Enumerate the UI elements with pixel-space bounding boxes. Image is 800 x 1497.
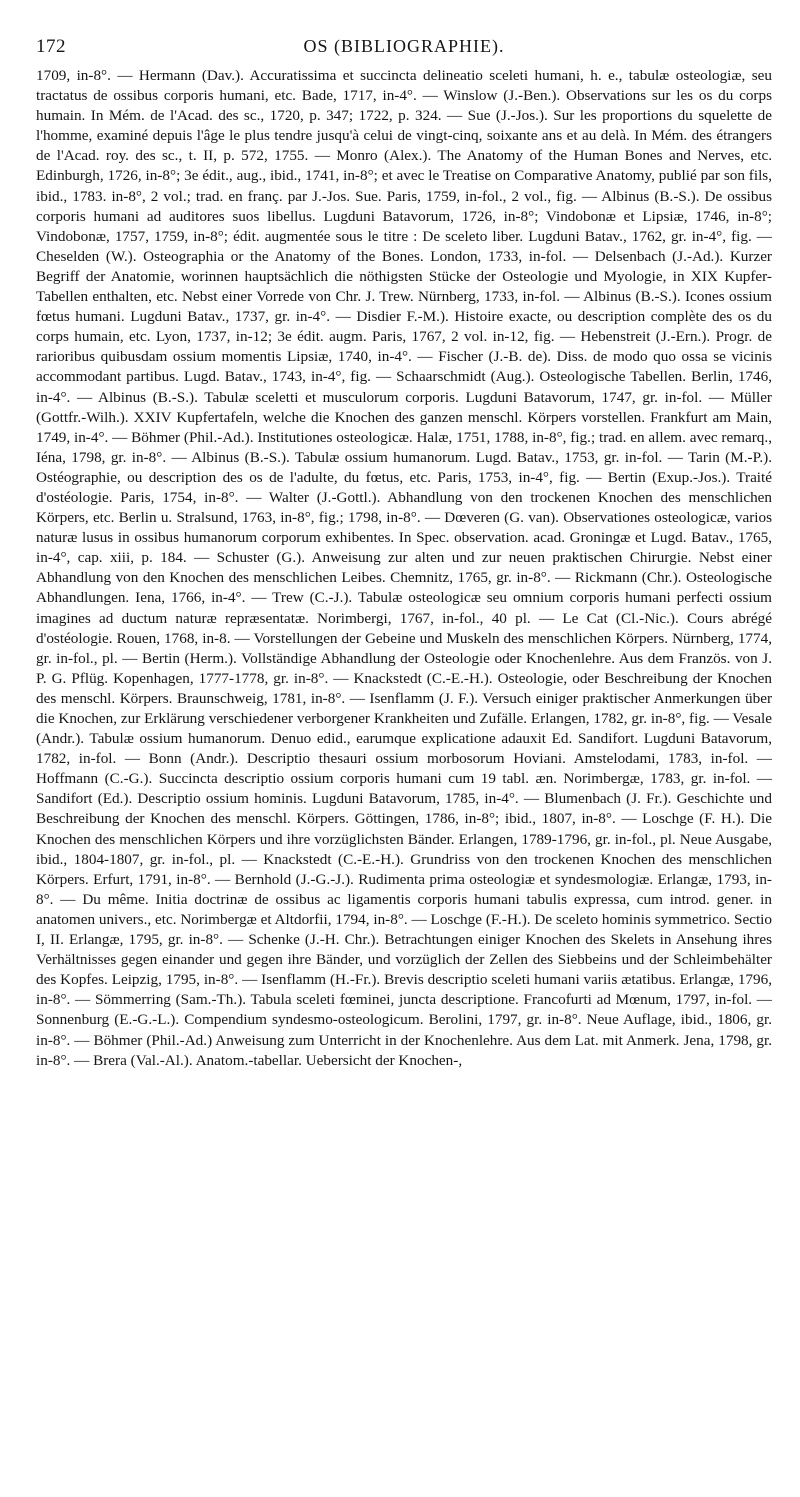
- page-number: 172: [36, 36, 66, 57]
- page-header: [36, 26, 772, 62]
- running-title: OS (BIBLIOGRAPHIE).: [303, 36, 505, 56]
- bibliography-text: 1709, in-8°. — Hermann (Dav.). Accuratissima et succincta delineatio sceleti humani, h. e., tabulæ osteologiæ, seu tractatus de ossibus corporis humani, etc. Bade, 1717, in-4°. — Winslow (J.-Ben.). Observations sur les os du corps humain. In Mém. de l'Acad. des sc., 1720, p. 347; 1722, p. 324. — Sue (J.-Jos.). Sur les proportions du squelette de l'homme, examiné depuis l'âge le plus tendre jusqu'à celui de vingt-cinq, soixante ans et au delà. In Mém. des étrangers de l'Acad. roy. des sc., t. II, p. 572, 1755. — Monro (Alex.). The Anatomy of the Human Bones and Nerves, etc. Edinburgh, 1726, in-8°; 3e édit., aug., ibid., 1741, in-8°; et avec le Treatise on Comparative Anatomy, publié par son fils, ibid., 1783. in-8°, 2 vol.; trad. en franç. par J.-Jos. Sue. Paris, 1759, in-fol., 2 vol., fig. — Albinus (B.-S.). De ossibus corporis humani ad auditores suos libellus. Lugduni Batavorum, 1726, in-8°; Vindobonæ et Lipsiæ, 1746, in-8°; Vindobonæ, 1757, 1759, in-8°; édit. augmentée sous le titre : De sceleto liber. Lugduni Batav., 1762, gr. in-4°, fig. — Cheselden (W.). Osteographia or the Anatomy of the Bones. London, 1733, in-fol. — Delsenbach (J.-Ad.). Kurzer Begriff der Anatomie, worinnen hauptsächlich die nöthigsten Stücke der Osteologie und Myologie, in XIX Kupfer-Tabellen enthalten, etc. Nebst einer Vorrede von Chr. J. Trew. Nürnberg, 1733, in-fol. — Albinus (B.-S.). Icones ossium fœtus humani. Lugduni Batav., 1737, gr. in-4°. — Disdier F.-M.). Histoire exacte, ou description complète des os du corps humain, etc. Lyon, 1737, in-12; 3e édit. augm. Paris, 1767, 2 vol. in-12, fig. — Hebenstreit (J.-Ern.). Progr. de rarioribus quibusdam ossium momentis Lipsiæ, 1740, in-4°. — Fischer (J.-B. de). Diss. de modo quo ossa se vicinis accommodant partibus. Lugd. Batav., 1743, in-4°, fig. — Schaarschmidt (Aug.). Osteologische Tabellen. Berlin, 1746, in-4°. — Albinus (B.-S.). Tabulæ sceletti et musculorum corporis. Lugduni Batavorum, 1747, gr. in-fol. — Müller (Gottfr.-Wilh.). XXIV Kupfertafeln, welche die Knochen des ganzen menschl. Körpers vorstellen. Frankfurt am Main, 1749, in-4°. — Böhmer (Phil.-Ad.). Institutiones osteologicæ. Halæ, 1751, 1788, in-8°, fig.; trad. en allem. avec remarq., Iéna, 1798, gr. in-8°. — Albinus (B.-S.). Tabulæ ossium humanorum. Lugd. Batav., 1753, gr. in-fol. — Tarin (M.-P.). Ostéographie, ou description des os de l'adulte, du fœtus, etc. Paris, 1753, in-4°, fig. — Bertin (Exup.-Jos.). Traité d'ostéologie. Paris, 1754, in-8°. — Walter (J.-Gottl.). Abhandlung von den trockenen Knochen des menschlichen Körpers, etc. Berlin u. Stralsund, 1763, in-8°, fig.; 1798, in-8°. — Dœveren (G. van). Observationes osteologicæ, varios naturæ lusus in ossibus humanorum corporum exhibentes. In Spec. observation. acad. Groningæ et Lugd. Batav., 1765, in-4°, cap. xiii, p. 184. — Schuster (G.). Anweisung zur alten und zur neuen praktischen Chirurgie. Nebst einer Abhandlung von den Knochen des menschlichen Leibes. Chemnitz, 1765, gr. in-8°. — Rickmann (Chr.). Osteologische Abhandlungen. Iena, 1766, in-4°. — Trew (C.-J.). Tabulæ osteologicæ seu omnium corporis humani perfecti ossium imagines ad ductum naturæ repræsentatæ. Norimbergi, 1767, in-fol., 40 pl. — Le Cat (Cl.-Nic.). Cours abrégé d'ostéologie. Rouen, 1768, in-8. — Vorstellungen der Gebeine und Muskeln des menschlichen Körpers. Nürnberg, 1774, gr. in-fol., pl. — Bertin (Herm.). Vollständige Abhandlung der Osteologie oder Knochenlehre. Aus dem Französ. von J. P. G. Pflüg. Kopenhagen, 1777-1778, gr. in-8°. — Knackstedt (C.-E.-H.). Osteologie, oder Beschreibung der Knochen des menschl. Körpers. Braunschweig, 1781, in-8°. — Isenflamm (J. F.). Versuch einiger praktischer Anmerkungen über die Knochen, zur Erklärung verschiedener verborgener Krankheiten und Zufälle. Erlangen, 1782, gr. in-8°, fig. — Vesale (Andr.). Tabulæ ossium humanorum. Denuo edid., earumque explicatione adauxit Ed. Sandifort. Lugduni Batavorum, 1782, in-fol. — Bonn (Andr.). Descriptio thesauri ossium morbosorum Hoviani. Amstelodami, 1783, in-fol. — Hoffmann (C.-G.). Succincta descriptio ossium corporis humani cum 19 tabl. æn. Norimbergæ, 1783, gr. in-fol. — Sandifort (Ed.). Descriptio ossium hominis. Lugduni Batavorum, 1785, in-4°. — Blumenbach (J. Fr.). Geschichte und Beschreibung der Knochen des menschl. Körpers. Göttingen, 1786, in-8°; ibid., 1807, in-8°. — Loschge (F. H.). Die Knochen des menschlichen Körpers und ihre vorzüglichsten Bänder. Erlangen, 1789-1796, gr. in-fol., pl. Neue Ausgabe, ibid., 1804-1807, gr. in-fol., pl. — Knackstedt (C.-E.-H.). Grundriss von den trockenen Knochen des menschlichen Körpers. Erfurt, 1791, in-8°. — Bernhold (J.-G.-J.). Rudimenta prima osteologiæ et syndesmologiæ. Erlangæ, 1793, in-8°. — Du même. Initia doctrinæ de ossibus ac ligamentis corporis humani tabulis expressa, cum introd. gener. in anatomen univers., etc. Norimbergæ et Altdorfii, 1794, in-8°. — Loschge (F.-H.). De sceleto hominis symmetrico. Sectio I, II. Erlangæ, 1795, gr. in-8°. — Schenke (J.-H. Chr.). Betrachtungen einiger Knochen des Skelets in Ansehung ihres Verhältnisses gegen einander und gegen ihre Bänder, und vorzüglich der Zellen des Siebbeins und der Schleimbehälter des Kopfes. Leipzig, 1795, in-8°. — Isenflamm (H.-Fr.). Brevis descriptio sceleti humani variis ætatibus. Erlangæ, 1796, in-8°. — Sömmerring (Sam.-Th.). Tabula sceleti fœminei, juncta descriptione. Francofurti ad Mœnum, 1797, in-fol. — Sonnenburg (E.-G.-L.). Compendium syndesmo-osteologicum. Berolini, 1797, gr. in-8°. Neue Auflage, ibid., 1806, gr. in-8°. — Böhmer (Phil.-Ad.) Anweisung zum Unterricht in der Knochenlehre. Aus dem Lat. mit Anmerk. Jena, 1798, gr. in-8°. — Brera (Val.-Al.). Anatom.-tabellar. Uebersicht der Knochen-,: [36, 67, 772, 1069]
